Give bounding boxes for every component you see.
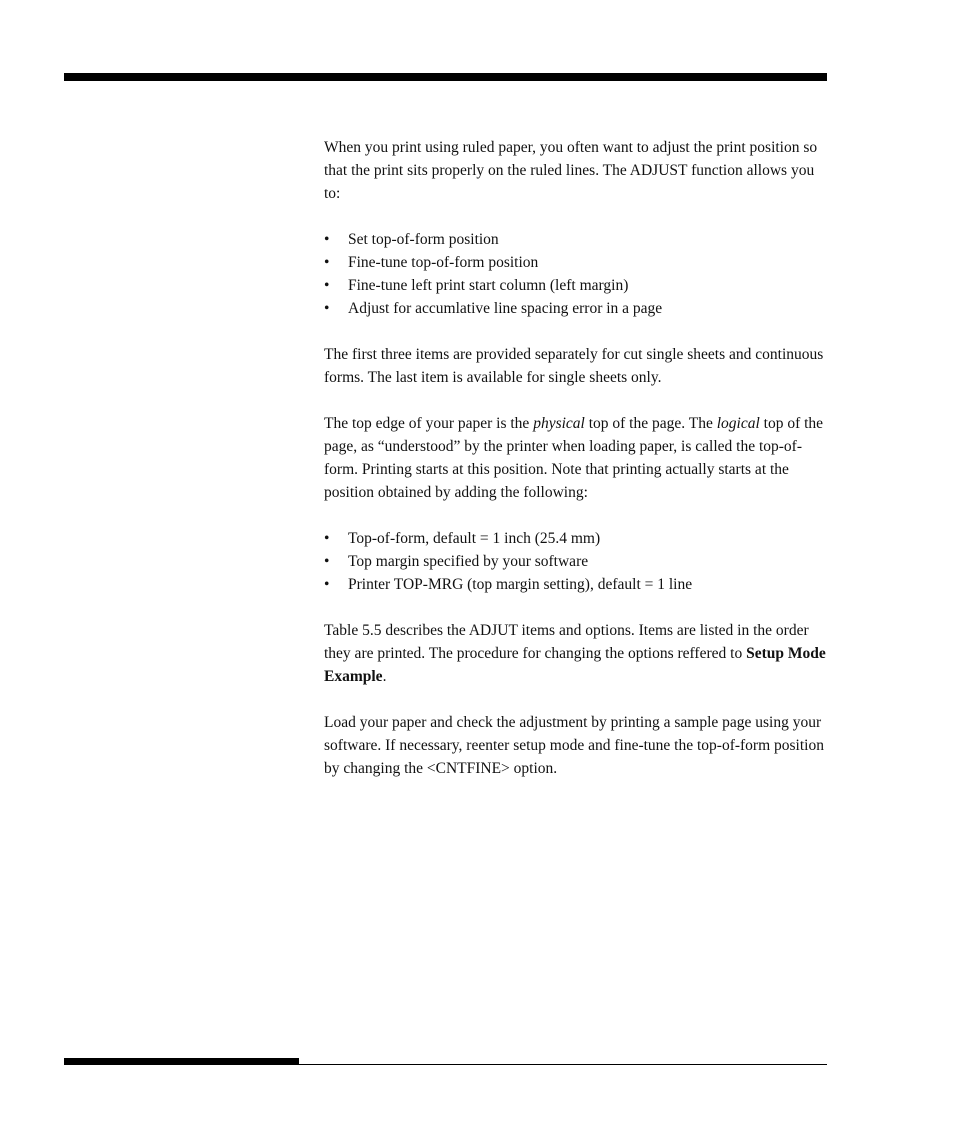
list-item [324,527,829,550]
page-body [324,136,829,803]
adjust-functions-list [324,228,829,320]
list-item-text: Set top-of-form position [348,231,499,248]
top-of-form-paragraph [324,412,829,504]
list-item [324,297,829,320]
load-paper-paragraph: Load your paper and check the adjustment by printing a sample page using your software. If necessary, reenter setup mode and fine-tune the top-of-form position by changing the <CNTFINE> option. [324,714,824,777]
list-item-text: Adjust for accumlative line spacing error in a page [348,300,663,317]
list-item [324,573,829,596]
bullet-icon: • [324,553,330,570]
setup-mode-example-reference: Setup Mode Example [324,645,826,685]
footer-rule-accent [64,1058,299,1065]
text-run: top of the page, as “understood” by the printer when loading paper, is called the top-of-form. Printing starts at this position. Note that printing actually starts at the position obtained by adding the following: [324,415,824,501]
text-run: Table 5.5 describes the ADJUT items and options. Items are listed in the order they are printed. The procedure for changing the options reffered to [324,622,809,662]
list-item [324,251,829,274]
text-run: The top edge of your paper is the [324,415,534,432]
list-item [324,550,829,573]
list-item-text: Fine-tune top-of-form position [348,254,539,271]
bullet-icon: • [324,254,330,271]
physical-emphasis: physical [533,415,585,432]
bullet-icon: • [324,576,330,593]
text-run: . [382,668,387,685]
bullet-icon: • [324,530,330,547]
list-item-text: Fine-tune left print start column (left margin) [348,277,629,294]
bullet-icon: • [324,231,330,248]
bullet-icon: • [324,300,330,317]
table-reference-paragraph [324,619,829,688]
list-item-text: Top margin specified by your software [348,553,589,570]
list-item-text: Top-of-form, default = 1 inch (25.4 mm) [348,530,601,547]
list-item-text: Printer TOP-MRG (top margin setting), default = 1 line [348,576,693,593]
header-rule [64,73,827,81]
bullet-icon: • [324,277,330,294]
intro-paragraph: When you print using ruled paper, you often want to adjust the print position so that the print sits properly on the ruled lines. The ADJUST function allows you to: [324,139,818,202]
list-item [324,228,829,251]
logical-emphasis: logical [716,415,760,432]
separate-items-paragraph: The first three items are provided separately for cut single sheets and continuous forms. The last item is available for single sheets only. [324,346,824,386]
print-start-list [324,527,829,596]
text-run: top of the page. The [584,415,717,432]
list-item [324,274,829,297]
